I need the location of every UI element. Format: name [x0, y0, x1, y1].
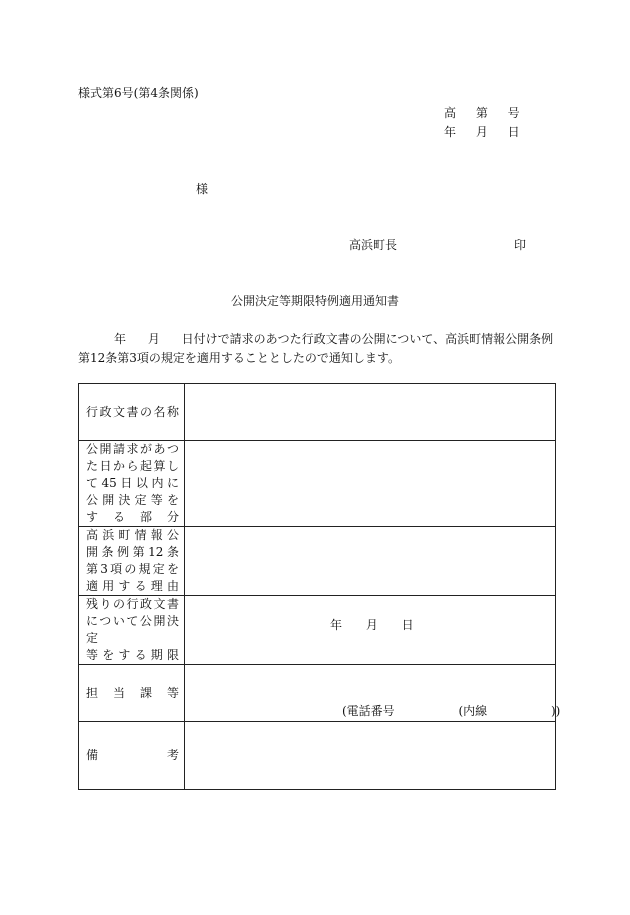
- row-label: [79, 384, 185, 441]
- form-number: 様式第6号(第4条関係): [78, 86, 199, 100]
- row-label-line: する部分: [86, 510, 179, 524]
- row-value[interactable]: [185, 596, 556, 665]
- row-value-text: (電話番号 (内線 )): [342, 704, 561, 718]
- sender-name: 高浜町長: [349, 238, 398, 252]
- partial-decision-row: [79, 441, 556, 527]
- row-label-line: 行政文書の名称: [86, 404, 179, 419]
- remarks-row: [79, 722, 556, 790]
- row-label-line: について公開決定: [86, 614, 179, 645]
- row-label-line: 等をする期限: [86, 648, 179, 662]
- document-number-line: 高 第 号: [444, 106, 520, 120]
- seal-mark: 印: [514, 238, 527, 252]
- row-label-line: 高浜町情報公: [86, 528, 179, 542]
- document-name-row: [79, 384, 556, 441]
- row-label-line: 公開請求があつ: [86, 442, 179, 456]
- row-value[interactable]: [185, 722, 556, 790]
- row-label-line: 残りの行政文書: [86, 597, 179, 611]
- reason-row: [79, 527, 556, 596]
- row-label-line: 備考: [86, 748, 179, 762]
- body-text-line-2: 第12条第3項の規定を適用することとしたので通知します。: [78, 351, 400, 365]
- department-row: [79, 665, 556, 722]
- row-value[interactable]: [185, 384, 556, 441]
- row-label: [79, 527, 185, 596]
- issue-date-line: 年 月 日: [444, 125, 520, 139]
- row-label-line: 担当課等: [86, 685, 179, 700]
- row-label-line: 第3項の規定を: [86, 562, 179, 576]
- row-label-line: 適用する理由: [86, 579, 179, 593]
- document-title: 公開決定等期限特例適用通知書: [231, 294, 400, 308]
- row-value[interactable]: [185, 441, 556, 527]
- row-label-line: た日から起算し: [86, 459, 179, 473]
- row-value[interactable]: [185, 665, 561, 722]
- body-text-line-1: 年 月 日付けで請求のあつた行政文書の公開について、高浜町情報公開条例: [114, 332, 554, 346]
- row-label-line: て45日以内に: [86, 476, 179, 490]
- row-label: [79, 722, 185, 790]
- row-label-line: 公開決定等を: [86, 493, 179, 507]
- row-label: [79, 665, 185, 722]
- row-value[interactable]: [185, 527, 556, 596]
- row-value-text: 年 月 日: [330, 618, 414, 632]
- row-label: [79, 441, 185, 527]
- row-label: [79, 596, 185, 665]
- form-table: [78, 383, 561, 790]
- row-label-line: 開条例第12条: [86, 545, 179, 559]
- addressee-suffix: 様: [196, 182, 209, 196]
- deadline-row: [79, 596, 556, 665]
